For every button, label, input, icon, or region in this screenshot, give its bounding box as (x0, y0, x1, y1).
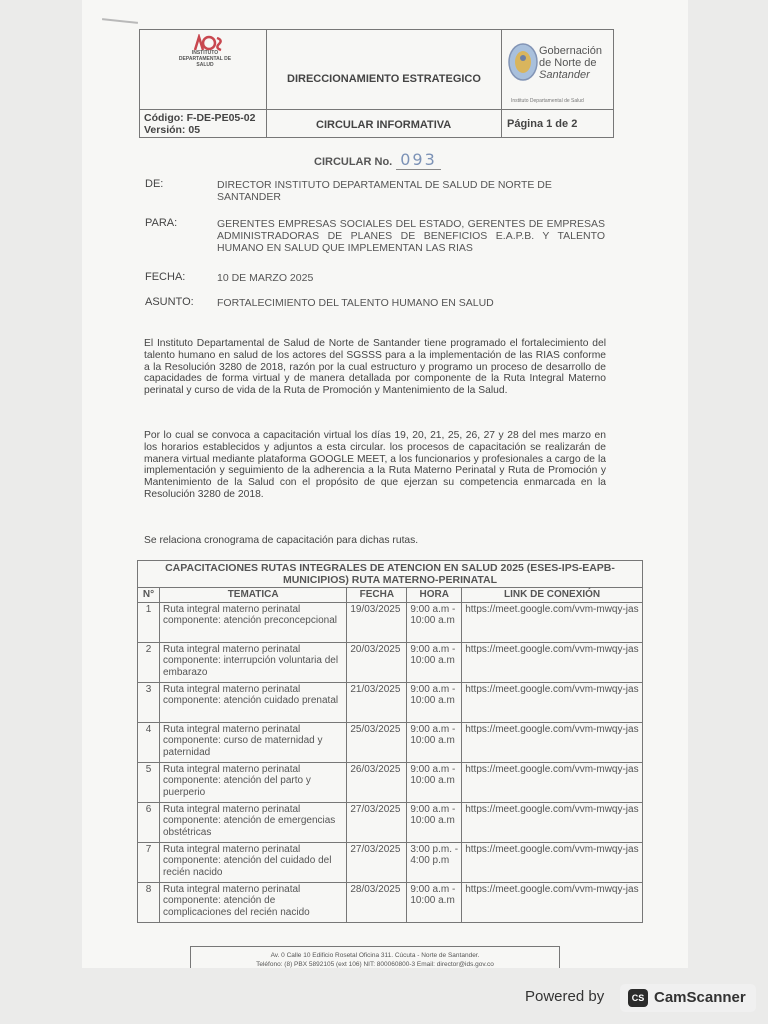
camscanner-badge (620, 984, 756, 1012)
column-header-hora: HORA (407, 588, 462, 603)
row-meet-link[interactable]: https://meet.google.com/vvm-mwqy-jas (462, 722, 643, 762)
de-label: DE: (145, 178, 164, 190)
asunto-label: ASUNTO: (145, 296, 194, 308)
table-row (138, 802, 643, 842)
row-hora: 9:00 a.m - 10:00 a.m (407, 882, 462, 922)
table-row (138, 682, 643, 722)
training-schedule-table (137, 560, 643, 923)
fecha-value: 10 DE MARZO 2025 (217, 272, 314, 284)
row-meet-link[interactable]: https://meet.google.com/vvm-mwqy-jas (462, 642, 643, 682)
row-fecha: 20/03/2025 (347, 642, 407, 682)
table-row (138, 642, 643, 682)
column-header-fecha: FECHA (347, 588, 407, 603)
row-meet-link[interactable]: https://meet.google.com/vvm-mwqy-jas (462, 682, 643, 722)
circular-number: CIRCULAR No. 093 (314, 150, 441, 169)
row-number: 3 (138, 682, 160, 722)
header-title: DIRECCIONAMIENTO ESTRATEGICO (287, 73, 481, 85)
row-hora: 9:00 a.m - 10:00 a.m (407, 722, 462, 762)
page-number: Página 1 de 2 (507, 118, 578, 130)
row-hora: 9:00 a.m - 10:00 a.m (407, 602, 462, 642)
table-row (138, 602, 643, 642)
camscanner-brand: CamScanner (654, 989, 746, 1006)
row-meet-link[interactable]: https://meet.google.com/vvm-mwqy-jas (462, 802, 643, 842)
row-hora: 9:00 a.m - 10:00 a.m (407, 802, 462, 842)
row-number: 8 (138, 882, 160, 922)
row-tematica: Ruta integral materno perinatal componente: interrupción voluntaria del embarazo (159, 642, 346, 682)
row-hora: 9:00 a.m - 10:00 a.m (407, 642, 462, 682)
powered-by-label: Powered by (525, 988, 605, 1005)
row-meet-link[interactable]: https://meet.google.com/vvm-mwqy-jas (462, 882, 643, 922)
row-tematica: Ruta integral materno perinatal componente: atención preconcepcional (159, 602, 346, 642)
table-row (138, 882, 643, 922)
row-fecha: 21/03/2025 (347, 682, 407, 722)
row-number: 6 (138, 802, 160, 842)
row-tematica: Ruta integral materno perinatal componente: atención del cuidado del recién nacido (159, 842, 346, 882)
document-version: Versión: 05 (144, 124, 201, 136)
table-row (138, 722, 643, 762)
row-number: 7 (138, 842, 160, 882)
table-row (138, 842, 643, 882)
gobernacion-name: Gobernación de Norte de Santander (539, 45, 602, 81)
de-value: DIRECTOR INSTITUTO DEPARTAMENTAL DE SALUD DE NORTE DE SANTANDER (217, 179, 552, 203)
circular-handwritten-number: 093 (396, 150, 441, 170)
institute-logo-text: INSTITUTO DEPARTAMENTAL DE SALUD (178, 50, 232, 68)
column-header-link: LINK DE CONEXIÓN (462, 588, 643, 603)
row-fecha: 19/03/2025 (347, 602, 407, 642)
column-header-tematica: TEMATICA (159, 588, 346, 603)
row-number: 4 (138, 722, 160, 762)
gobernacion-logo-icon (506, 42, 540, 82)
row-hora: 9:00 a.m - 10:00 a.m (407, 762, 462, 802)
row-tematica: Ruta integral materno perinatal componente: atención de emergencias obstétricas (159, 802, 346, 842)
para-value: GERENTES EMPRESAS SOCIALES DEL ESTADO, GERENTES DE EMPRESAS ADMINISTRADORAS DE PLANES DE BENEFICIOS E.A.P.B. Y TALENTO HUMANO EN SALUD QUE IMPLEMENTAN LAS RIAS (217, 218, 605, 254)
row-fecha: 27/03/2025 (347, 842, 407, 882)
row-tematica: Ruta integral materno perinatal componente: atención de complicaciones del recién nacido (159, 882, 346, 922)
body-paragraph-3: Se relaciona cronograma de capacitación para dichas rutas. (144, 535, 419, 546)
body-paragraph-1: El Instituto Departamental de Salud de Norte de Santander tiene programado el fortalecimiento del talento humano en salud de los actores del SGSSS para a la implementación de las RIAS conforme a la Resolución 3280 de 2018, razón por la cual estructuro y programo un proceso de desarrollo de capacidades de forma virtual y de manera detallada por componente de la Ruta Integral Materno perinatal y curso de vida de la Ruta de Promoción y Mantenimiento de la Salud. (144, 338, 606, 397)
table-title: CAPACITACIONES RUTAS INTEGRALES DE ATENCION EN SALUD 2025 (ESES-IPS-EAPB-MUNICIPIOS) RUTA MATERNO-PERINATAL (138, 561, 643, 588)
row-fecha: 28/03/2025 (347, 882, 407, 922)
row-fecha: 26/03/2025 (347, 762, 407, 802)
row-tematica: Ruta integral materno perinatal componente: curso de maternidad y paternidad (159, 722, 346, 762)
camscanner-icon: CS (628, 989, 648, 1007)
document-page (82, 0, 688, 968)
column-header-number: N° (138, 588, 160, 603)
row-number: 1 (138, 602, 160, 642)
document-type: CIRCULAR INFORMATIVA (316, 119, 452, 131)
row-meet-link[interactable]: https://meet.google.com/vvm-mwqy-jas (462, 602, 643, 642)
document-code: Código: F-DE-PE05-02 (144, 112, 256, 124)
para-label: PARA: (145, 217, 178, 229)
table-row (138, 762, 643, 802)
row-tematica: Ruta integral materno perinatal componente: atención del parto y puerperio (159, 762, 346, 802)
gobernacion-subtitle: Instituto Departamental de Salud (511, 98, 584, 104)
row-number: 5 (138, 762, 160, 802)
row-hora: 9:00 a.m - 10:00 a.m (407, 682, 462, 722)
asunto-value: FORTALECIMIENTO DEL TALENTO HUMANO EN SALUD (217, 297, 494, 309)
row-fecha: 27/03/2025 (347, 802, 407, 842)
row-tematica: Ruta integral materno perinatal componente: atención cuidado prenatal (159, 682, 346, 722)
row-fecha: 25/03/2025 (347, 722, 407, 762)
row-hora: 3:00 p.m. - 4:00 p.m (407, 842, 462, 882)
document-header (139, 29, 614, 138)
fecha-label: FECHA: (145, 271, 186, 283)
body-paragraph-2: Por lo cual se convoca a capacitación virtual los días 19, 20, 21, 25, 26, 27 y 28 del mes marzo en los horarios establecidos y adjuntos a esta circular. los procesos de capacitación se realizarán de manera virtual mediante plataforma GOOGLE MEET, a los funcionarios y profesionales a cargo de la implementación y seguimiento de la adherencia a la Ruta Materno Perinatal y Ruta de Promoción y Mantenimiento de la Salud con el propósito de que ejerzan su competencia enmarcada en la Resolución 3280 de 2018. (144, 430, 606, 500)
row-number: 2 (138, 642, 160, 682)
row-meet-link[interactable]: https://meet.google.com/vvm-mwqy-jas (462, 842, 643, 882)
row-meet-link[interactable]: https://meet.google.com/vvm-mwqy-jas (462, 762, 643, 802)
document-footer: Av. 0 Calle 10 Edificio Rosetal Oficina 311. Cúcuta - Norte de Santander. Teléfono: (8) PBX 5892105 (ext 106) NIT: 800060800-3 Email: director@ids.gov.co (190, 946, 560, 968)
scan-mark (102, 18, 138, 24)
